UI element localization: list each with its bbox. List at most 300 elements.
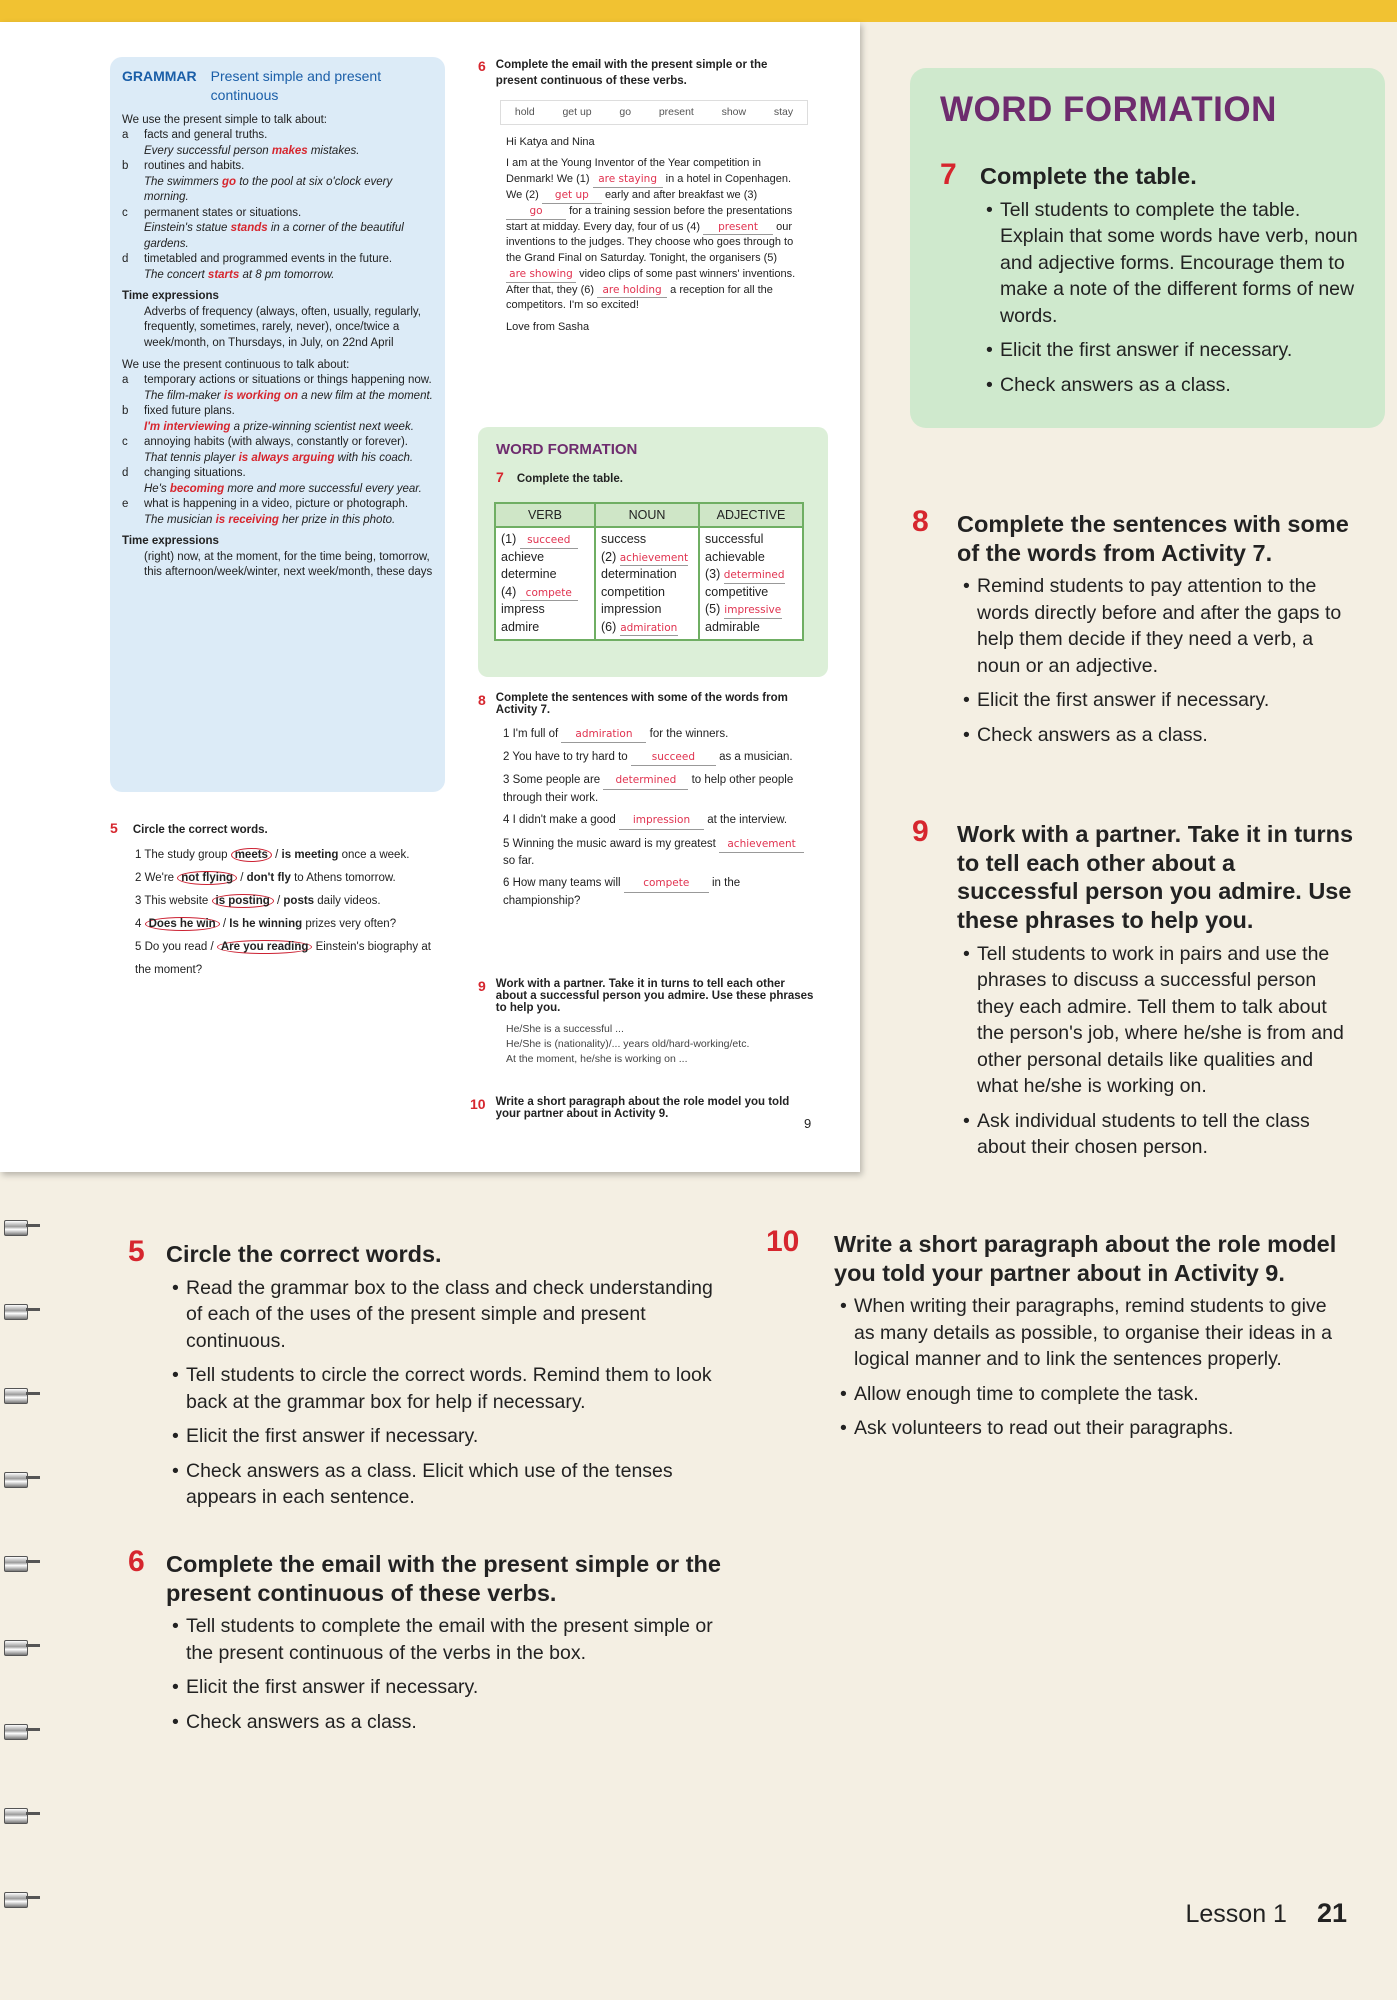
ex5-option-a: not flying — [177, 871, 237, 885]
teacher-bullet: • Ask volunteers to read out their paragraphs. — [854, 1415, 1344, 1442]
ex8-answer: determined — [603, 773, 688, 789]
page-number: 21 — [1316, 1898, 1347, 1928]
ex8-item — [503, 749, 818, 766]
teacher-bullet: • Check answers as a class. — [977, 722, 1357, 749]
ring-stem — [26, 1224, 40, 1227]
ex6-answer-6: are holding — [597, 283, 667, 299]
teacher-bullet: • Check answers as a class. — [1000, 372, 1360, 399]
top-yellow-band — [0, 0, 1397, 22]
continuous-text: temporary actions or situations or things happening now. — [144, 374, 432, 387]
continuous-use — [122, 466, 433, 497]
teacher-bullet: • Elicit the first answer if necessary. — [186, 1423, 726, 1450]
ex5-item-number: 4 — [135, 918, 145, 930]
wf-word: (5) — [705, 602, 724, 617]
continuous-use — [122, 497, 433, 528]
wf-word: (6) — [601, 619, 620, 634]
teacher-bullet: • Ask individual students to tell the class about their chosen person. — [977, 1108, 1357, 1161]
ring-stem — [26, 1896, 40, 1899]
ex5-item — [135, 913, 450, 936]
teacher-section-9 — [957, 820, 1357, 1169]
teacher-bullet: • Read the grammar box to the class and check understanding of each of the uses of the present simple and present continuous. — [186, 1275, 726, 1355]
wf-cell-noun — [601, 601, 693, 619]
ex6-text-6: video clips of some past winners' inventions. After that, they (6) — [506, 267, 796, 296]
wf-cell-verb — [501, 531, 589, 549]
time-expressions-simple: Adverbs of frequency (always, often, usually, regularly, frequently, sometimes, rarely, never), once/twice a week/month, on Thursdays, in July, on 22nd April — [144, 305, 421, 349]
example-highlight: I'm interviewing — [144, 420, 231, 433]
ex5-item — [135, 844, 450, 867]
ring-stem — [26, 1392, 40, 1395]
wf-col-verb — [495, 527, 595, 640]
ring-stem — [26, 1728, 40, 1731]
ex6-verb: get up — [562, 105, 592, 118]
wf-cell-noun — [601, 549, 693, 567]
ex5-slash: / — [273, 895, 284, 907]
ring-body — [4, 1640, 28, 1656]
example-highlight: becoming — [169, 482, 225, 495]
ex5-instruction: Circle the correct words. — [132, 824, 268, 836]
time-expressions-title-2: Time expressions — [122, 535, 219, 548]
example-highlight: go — [221, 175, 237, 188]
ex6-text-4: for a training session before the presentations start at midday. Every day, four of us (4) — [506, 204, 793, 233]
ex8-answer: succeed — [631, 750, 716, 766]
teacher-bullet: • Remind students to pay attention to the words directly before and after the gaps to help them decide if they need a verb, a noun or an adjective. — [977, 573, 1357, 679]
simple-example — [144, 144, 359, 160]
simple-use — [122, 206, 433, 253]
ex8-answer: impression — [619, 813, 704, 829]
simple-text: permanent states or situations. — [144, 206, 302, 219]
ex5-item — [135, 936, 450, 982]
example-post: a prize-winning scientist next week. — [230, 420, 414, 433]
ex8-item — [503, 875, 818, 909]
ex6-text-5: our inventions to the judges. They choose who goes through to the Grand Final on Saturday. Tonight, the organisers (5) — [506, 220, 794, 265]
ex6-number: 6 — [478, 58, 486, 74]
wf-word: (2) — [601, 549, 620, 564]
wf-word: (3) — [705, 567, 724, 581]
ring-body — [4, 1892, 28, 1908]
teacher-bullet: • Tell students to complete the table. Explain that some words have verb, noun and adjective forms. Encourage them to make a note of the different forms of new words. — [1000, 197, 1360, 330]
simple-use — [122, 252, 433, 283]
t10-number: 10 — [766, 1225, 800, 1258]
ex8-pre: I didn't make a good — [512, 814, 619, 827]
wf-word: (1) — [501, 532, 520, 546]
simple-use — [122, 159, 433, 206]
t7-bullets — [980, 197, 1360, 399]
ring-stem — [26, 1812, 40, 1815]
word-formation-box — [478, 427, 828, 677]
ex8-post: so far. — [503, 854, 535, 867]
ex6-text-3: early and after breakfast we (3) — [604, 188, 758, 201]
word-formation-table — [494, 502, 804, 641]
simple-letter: b — [122, 160, 129, 173]
ex8-pre: I'm full of — [512, 728, 562, 740]
ex5-item-number: 5 — [135, 941, 145, 953]
t10-bullets — [834, 1293, 1344, 1442]
student-page-number: 9 — [804, 1116, 812, 1131]
ex5-post: to Athens tomorrow. — [290, 872, 396, 884]
ex5-slash: / — [271, 849, 282, 861]
student-book-page — [0, 22, 860, 1172]
ex8-answer: compete — [624, 876, 709, 892]
time-expressions-continuous: (right) now, at the moment, for the time being, tomorrow, this afternoon/week/winter, next week/month, these days — [144, 550, 433, 579]
wf-word: competitive — [705, 584, 769, 599]
ex6-answer-1: are staying — [593, 172, 663, 188]
teacher-bullet: • Elicit the first answer if necessary. — [977, 687, 1357, 714]
ex5-option-a: meets — [231, 848, 272, 862]
ex6-answer-5: are showing — [506, 267, 576, 283]
wf-word: determination — [601, 567, 677, 582]
example-post: mistakes. — [307, 144, 360, 157]
ring-stem — [26, 1476, 40, 1479]
ex6-verb: stay — [773, 105, 794, 118]
ex6-greeting: Hi Katya and Nina — [506, 135, 595, 148]
example-highlight: makes — [271, 144, 308, 157]
wf-cell-adjective — [705, 531, 797, 549]
ex8-item — [503, 836, 818, 870]
ex8-post: for the winners. — [646, 728, 729, 740]
ex5-option-a: Does he win — [145, 917, 220, 931]
continuous-letter: a — [122, 374, 129, 387]
t9-bullets — [957, 941, 1357, 1161]
t5-heading: Circle the correct words. — [166, 1241, 442, 1267]
t5-bullets — [166, 1275, 726, 1511]
teacher-bullet: • Check answers as a class. — [186, 1709, 726, 1736]
lesson-label: Lesson 1 — [1185, 1900, 1287, 1928]
ex8-pre: Winning the music award is my greatest — [512, 837, 720, 850]
continuous-example — [144, 451, 413, 467]
ex8-pre: How many teams will — [512, 877, 624, 890]
ex7-number: 7 — [496, 469, 504, 485]
teacher-section-6 — [166, 1550, 726, 1743]
ex8-answer: achievement — [719, 837, 804, 853]
example-pre: The film-maker — [144, 389, 224, 402]
ex5-items — [135, 844, 450, 982]
ring-body — [4, 1724, 28, 1740]
example-highlight: starts — [207, 268, 240, 281]
ex6-answer-2: get up — [542, 188, 602, 204]
continuous-text: what is happening in a video, picture or photograph. — [144, 498, 409, 511]
continuous-example — [144, 482, 422, 498]
example-post: at 8 pm tomorrow. — [239, 268, 335, 281]
example-pre: That tennis player — [144, 451, 239, 464]
ex8-item — [503, 726, 818, 743]
ex5-pre: The study group — [144, 849, 231, 861]
simple-uses-list — [122, 128, 433, 283]
ex5-option-b: is meeting — [281, 849, 339, 861]
spiral-ring — [4, 1216, 34, 1238]
ex6-text-7: a reception for all the competitors. I'm so excited! — [506, 283, 773, 312]
ex8-item-number: 3 — [503, 774, 513, 787]
ex5-post: daily videos. — [314, 895, 381, 907]
ex6-signoff: Love from Sasha — [506, 321, 590, 334]
simple-body — [144, 252, 392, 283]
ex8-pre: You have to try hard to — [512, 751, 631, 764]
ex5-post: prizes very often? — [302, 918, 397, 930]
wf-header: ADJECTIVE — [699, 503, 803, 527]
ring-stem — [26, 1308, 40, 1311]
grammar-subtitle: Present simple and present continuous — [210, 68, 382, 103]
spiral-ring — [4, 1468, 34, 1490]
ex5-number: 5 — [110, 820, 118, 836]
ex9-phrases — [506, 1022, 818, 1068]
simple-text: timetabled and programmed events in the future. — [144, 253, 393, 266]
teacher-bullet: • Elicit the first answer if necessary. — [186, 1674, 726, 1701]
continuous-letter: c — [122, 436, 128, 449]
wf-word: successful — [705, 532, 764, 546]
ex5-slash: / — [237, 872, 247, 884]
teacher-section-7 — [980, 162, 1360, 406]
ex8-item-number: 1 — [503, 728, 513, 740]
wf-cell-adjective — [705, 584, 797, 602]
teacher-bullet: • Tell students to circle the correct words. Remind them to look back at the grammar box for help if necessary. — [186, 1362, 726, 1415]
simple-letter: a — [122, 129, 129, 142]
t6-number: 6 — [128, 1545, 145, 1578]
example-post: in a corner of the beautiful gardens. — [144, 222, 404, 250]
wf-col-noun — [595, 527, 699, 640]
ex6-text-2: in a hotel in Copenhagen. We (2) — [506, 172, 792, 201]
simple-text: facts and general truths. — [144, 129, 268, 142]
example-highlight: is working on — [223, 389, 298, 402]
teacher-bullet: • When writing their paragraphs, remind students to give as many details as possible, to organise their ideas in a logical manner and to link the sentences properly. — [854, 1293, 1344, 1373]
wf-answer: impressive — [724, 603, 782, 619]
continuous-letter: b — [122, 405, 129, 418]
ex8-number: 8 — [478, 692, 486, 708]
wf-cell-verb — [501, 601, 589, 619]
ring-stem — [26, 1560, 40, 1563]
simple-example — [144, 268, 392, 284]
ex9-number: 9 — [478, 978, 486, 994]
ex5-option-b: don't fly — [246, 872, 291, 884]
wf-cell-noun — [601, 619, 693, 637]
ring-body — [4, 1556, 28, 1572]
teacher-wf-title: WORD FORMATION — [940, 90, 1277, 129]
wf-word: competition — [601, 584, 665, 599]
teacher-bullet: • Tell students to work in pairs and use the phrases to discuss a successful person they each admire. Tell them to talk about the person's job, where he/she is from and other personal details like qualities and what he/she is working on. — [977, 941, 1357, 1100]
spiral-ring — [4, 1552, 34, 1574]
ex5-pre: Do you read / — [144, 941, 217, 953]
ex6-email-body — [506, 156, 808, 314]
example-post: with his coach. — [334, 451, 414, 464]
ex8-item — [503, 812, 818, 829]
exercise-8 — [478, 692, 818, 915]
continuous-example — [144, 513, 408, 529]
continuous-use — [122, 435, 433, 466]
ex5-item-number: 2 — [135, 872, 145, 884]
ex9-phrase: At the moment, he/she is working on ... — [506, 1053, 688, 1066]
t9-number: 9 — [912, 815, 929, 848]
wf-cell-adjective — [705, 601, 797, 619]
ex6-verb-box — [500, 100, 808, 125]
ex8-post: in the championship? — [503, 877, 741, 907]
ex8-item-number: 4 — [503, 814, 513, 827]
wf-header: VERB — [495, 503, 595, 527]
wf-word: determine — [501, 567, 557, 582]
example-pre: The concert — [144, 268, 208, 281]
ex8-item-number: 2 — [503, 751, 513, 764]
t9-heading: Work with a partner. Take it in turns to tell each other about a successful person you admire. Use these phrases to help you. — [957, 821, 1354, 933]
example-highlight: stands — [230, 222, 268, 235]
ex8-items — [503, 726, 818, 909]
ex5-slash: / — [219, 918, 230, 930]
page-footer — [1185, 1898, 1347, 1929]
t5-number: 5 — [128, 1235, 145, 1268]
t8-bullets — [957, 573, 1357, 748]
spiral-ring — [4, 1384, 34, 1406]
wf-header: NOUN — [595, 503, 699, 527]
ex5-item-number: 3 — [135, 895, 145, 907]
ex8-item — [503, 772, 818, 806]
ex6-verb: show — [721, 105, 747, 118]
continuous-uses-list — [122, 373, 433, 528]
grammar-title: GRAMMAR — [122, 68, 197, 84]
simple-body — [144, 206, 433, 253]
continuous-text: changing situations. — [144, 467, 246, 480]
ex6-verb: present — [658, 105, 694, 118]
ex6-instruction: Complete the email with the present simple or the present continuous of these verbs. — [495, 59, 768, 88]
ex9-phrase: He/She is (nationality)/... years old/hard-working/etc. — [506, 1038, 750, 1051]
simple-example — [144, 175, 433, 206]
example-post: more and more successful every year. — [224, 482, 422, 495]
wf-cell-adjective — [705, 566, 797, 584]
example-post: a new film at the moment. — [298, 389, 433, 402]
ex5-item — [135, 890, 450, 913]
t6-heading: Complete the email with the present simple or the present continuous of these verbs. — [166, 1551, 721, 1606]
teacher-bullet: • Check answers as a class. Elicit which use of the tenses appears in each sentence. — [186, 1458, 726, 1511]
ex8-post: at the interview. — [704, 814, 788, 827]
continuous-use — [122, 404, 433, 435]
example-post: to the pool at six o'clock every morning. — [144, 175, 393, 204]
wf-answer: achievement — [620, 551, 688, 567]
example-pre: The swimmers — [144, 175, 222, 188]
wf-word: achievable — [705, 549, 765, 564]
ex5-pre: We're — [144, 872, 178, 884]
exercise-5 — [110, 820, 450, 982]
wf-word: achieve — [501, 549, 545, 564]
wf-answer: admiration — [620, 621, 678, 637]
wf-cell-verb — [501, 549, 589, 567]
ex8-item-number: 5 — [503, 837, 513, 850]
ex5-item — [135, 867, 450, 890]
t7-heading: Complete the table. — [980, 163, 1197, 189]
continuous-intro: We use the present continuous to talk about: — [122, 358, 350, 371]
wf-word: admire — [501, 619, 540, 634]
ex10-number: 10 — [470, 1096, 486, 1112]
continuous-body — [144, 404, 414, 435]
wf-col-adjective — [699, 527, 803, 640]
wf-cell-verb — [501, 566, 589, 584]
ex7-instruction: Complete the table. — [516, 473, 623, 485]
ex6-verb: go — [619, 105, 632, 118]
time-expressions-title: Time expressions — [122, 290, 219, 303]
t8-number: 8 — [912, 505, 929, 538]
spiral-ring — [4, 1888, 34, 1910]
simple-intro: We use the present simple to talk about: — [122, 113, 327, 126]
example-pre: Every successful person — [144, 144, 272, 157]
simple-body — [144, 159, 433, 206]
wf-word: admirable — [705, 619, 760, 634]
teacher-bullet: • Elicit the first answer if necessary. — [1000, 337, 1360, 364]
teacher-bullet: • Tell students to complete the email with the present simple or the present continuous of the verbs in the box. — [186, 1613, 726, 1666]
continuous-text: annoying habits (with always, constantly or forever). — [144, 436, 408, 449]
continuous-body — [144, 435, 413, 466]
ex8-post: to help other people through their work. — [503, 774, 794, 804]
simple-example — [144, 221, 433, 252]
spiral-ring — [4, 1804, 34, 1826]
ex5-option-b: posts — [283, 895, 315, 907]
ex6-verb: hold — [514, 105, 535, 118]
simple-text: routines and habits. — [144, 160, 245, 173]
ring-body — [4, 1808, 28, 1824]
ex8-post: as a musician. — [715, 751, 793, 764]
ex5-option-a: is posting — [212, 894, 274, 908]
spiral-ring — [4, 1300, 34, 1322]
teacher-section-8 — [957, 510, 1357, 756]
ex5-post: Einstein's biography at the moment? — [135, 941, 431, 976]
example-highlight: is receiving — [215, 513, 279, 526]
ex9-instruction: Work with a partner. Take it in turns to tell each other about a successful person you admire. Use these phrases to help you. — [495, 978, 814, 1014]
ring-stem — [26, 1644, 40, 1647]
continuous-letter: e — [122, 498, 129, 511]
ring-body — [4, 1220, 28, 1236]
example-post: her prize in this photo. — [278, 513, 396, 526]
continuous-example — [144, 420, 414, 436]
ring-body — [4, 1388, 28, 1404]
spiral-ring — [4, 1720, 34, 1742]
t6-bullets — [166, 1613, 726, 1735]
wf-cell-noun — [601, 531, 693, 549]
simple-use — [122, 128, 433, 159]
continuous-use — [122, 373, 433, 404]
wf-cell-adjective — [705, 619, 797, 637]
ex5-option-b: Is he winning — [229, 918, 303, 930]
ex5-pre: This website — [144, 895, 212, 907]
example-highlight: is always arguing — [238, 451, 335, 464]
exercise-9 — [478, 978, 818, 1068]
simple-letter: c — [122, 206, 128, 219]
wf-cell-verb — [501, 619, 589, 637]
ex10-instruction: Write a short paragraph about the role model you told your partner about in Activity 9. — [495, 1096, 790, 1120]
ex5-post: once a week. — [338, 849, 410, 861]
spiral-ring — [4, 1636, 34, 1658]
wf-answer: succeed — [520, 533, 578, 549]
ex8-pre: Some people are — [512, 774, 604, 787]
wf-cell-adjective — [705, 549, 797, 567]
simple-letter: d — [122, 253, 129, 266]
wf-answer: compete — [520, 586, 578, 602]
continuous-body — [144, 373, 433, 404]
example-pre: He's — [144, 482, 170, 495]
continuous-text: fixed future plans. — [144, 405, 235, 418]
exercise-10 — [470, 1096, 810, 1120]
example-pre: Einstein's statue — [144, 222, 231, 235]
t10-heading: Write a short paragraph about the role model you told your partner about in Activity 9. — [834, 1231, 1337, 1286]
wf-word: (4) — [501, 584, 520, 599]
continuous-letter: d — [122, 467, 129, 480]
teacher-bullet: • Allow enough time to complete the task. — [854, 1381, 1344, 1408]
continuous-body — [144, 497, 408, 528]
wf-box-title: WORD FORMATION — [496, 441, 638, 458]
wf-cell-noun — [601, 566, 693, 584]
example-pre: The musician — [144, 513, 216, 526]
ring-body — [4, 1472, 28, 1488]
continuous-body — [144, 466, 422, 497]
continuous-example — [144, 389, 433, 405]
ex6-text-1: I am at the Young Inventor of the Year competition in Denmark! We (1) — [506, 157, 762, 185]
ex6-answer-4: present — [703, 220, 773, 236]
grammar-box — [110, 57, 445, 792]
wf-cell-verb — [501, 584, 589, 602]
simple-body — [144, 128, 359, 159]
ex8-item-number: 6 — [503, 877, 513, 890]
